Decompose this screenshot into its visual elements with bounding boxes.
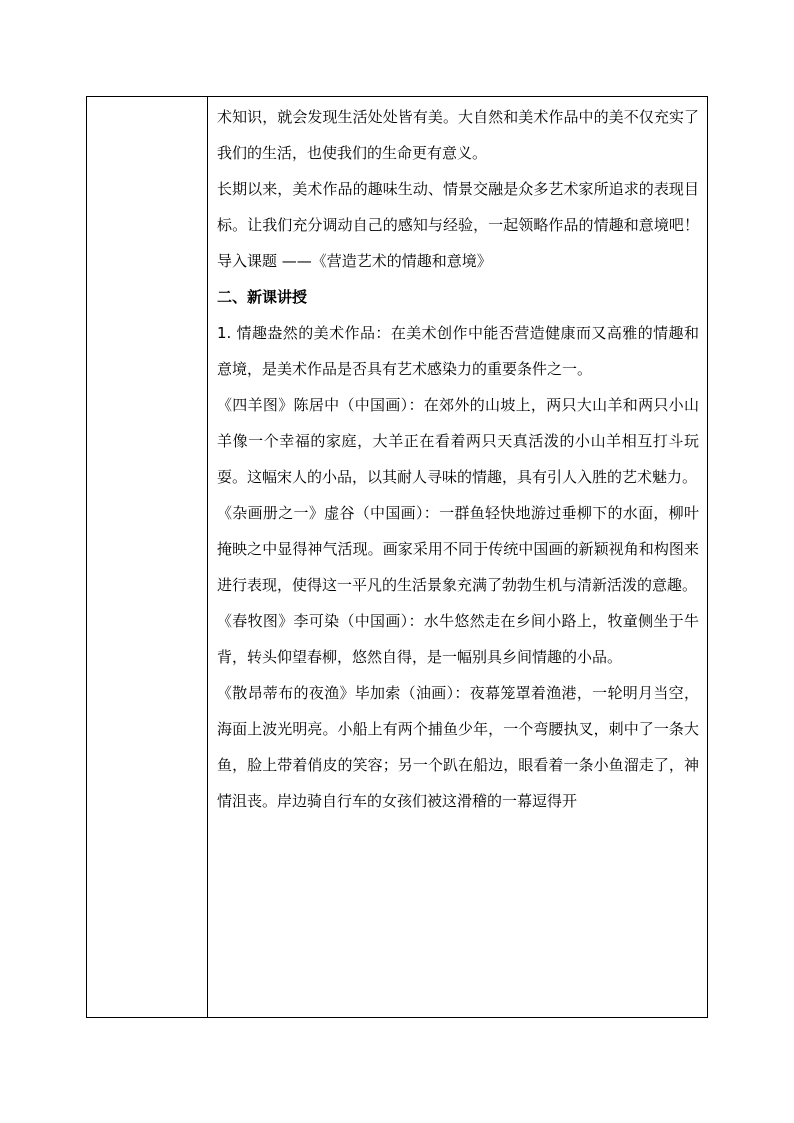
lesson-plan-table [86,96,708,1018]
artwork-spring-herding-paragraph: 《春牧图》李可染（中国画）：水牛悠然走在乡间小路上，牧童侧坐于牛背，转头仰望春柳，悠然自得，是一幅别具乡间情趣的小品。 [217,612,699,666]
section-heading-new-lesson: 二、新课讲授 [217,288,308,306]
left-label-cell [87,97,208,1017]
artwork-album-paragraph: 《杂画册之一》虚谷（中国画）：一群鱼轻快地游过垂柳下的水面，柳叶掩映之中显得神气活现。画家采用不同于传统中国画的新颖视角和构图来进行表现，使得这一平凡的生活景象充满了勃勃生机与清新活泼的意趣。 [217,504,699,594]
artwork-night-fishing-paragraph: 《散昂蒂布的夜渔》毕加索（油画）：夜幕笼罩着渔港，一轮明月当空，海面上波光明亮。小船上有两个捕鱼少年，一个弯腰执叉，刺中了一条大鱼，脸上带着俏皮的笑容；另一个趴在船边，眼看着一条小鱼溜走了，神情沮丧。岸边骑自行车的女孩们被这滑稽的一幕逗得开 [217,684,699,810]
intro-paragraph-topic: 长期以来，美术作品的趣味生动、情景交融是众多艺术家所追求的表现目标。让我们充分调动自己的感知与经验，一起领略作品的情趣和意境吧！导入课题 ——《营造艺术的情趣和意境》 [217,180,699,270]
point-1-paragraph: 1. 情趣盎然的美术作品：在美术创作中能否营造健康而又高雅的情趣和意境，是美术作品是否具有艺术感染力的重要条件之一。 [217,324,699,378]
artwork-four-sheep-paragraph: 《四羊图》陈居中（中国画）：在郊外的山坡上，两只大山羊和两只小山羊像一个幸福的家庭，大羊正在看着两只天真活泼的小山羊相互打斗玩耍。这幅宋人的小品，以其耐人寻味的情趣，具有引人入胜的艺术魅力。 [217,396,699,486]
intro-paragraph-continued: 术知识，就会发现生活处处皆有美。大自然和美术作品中的美不仅充实了我们的生活，也使我们的生命更有意义。 [217,108,699,162]
content-cell [208,97,707,1017]
